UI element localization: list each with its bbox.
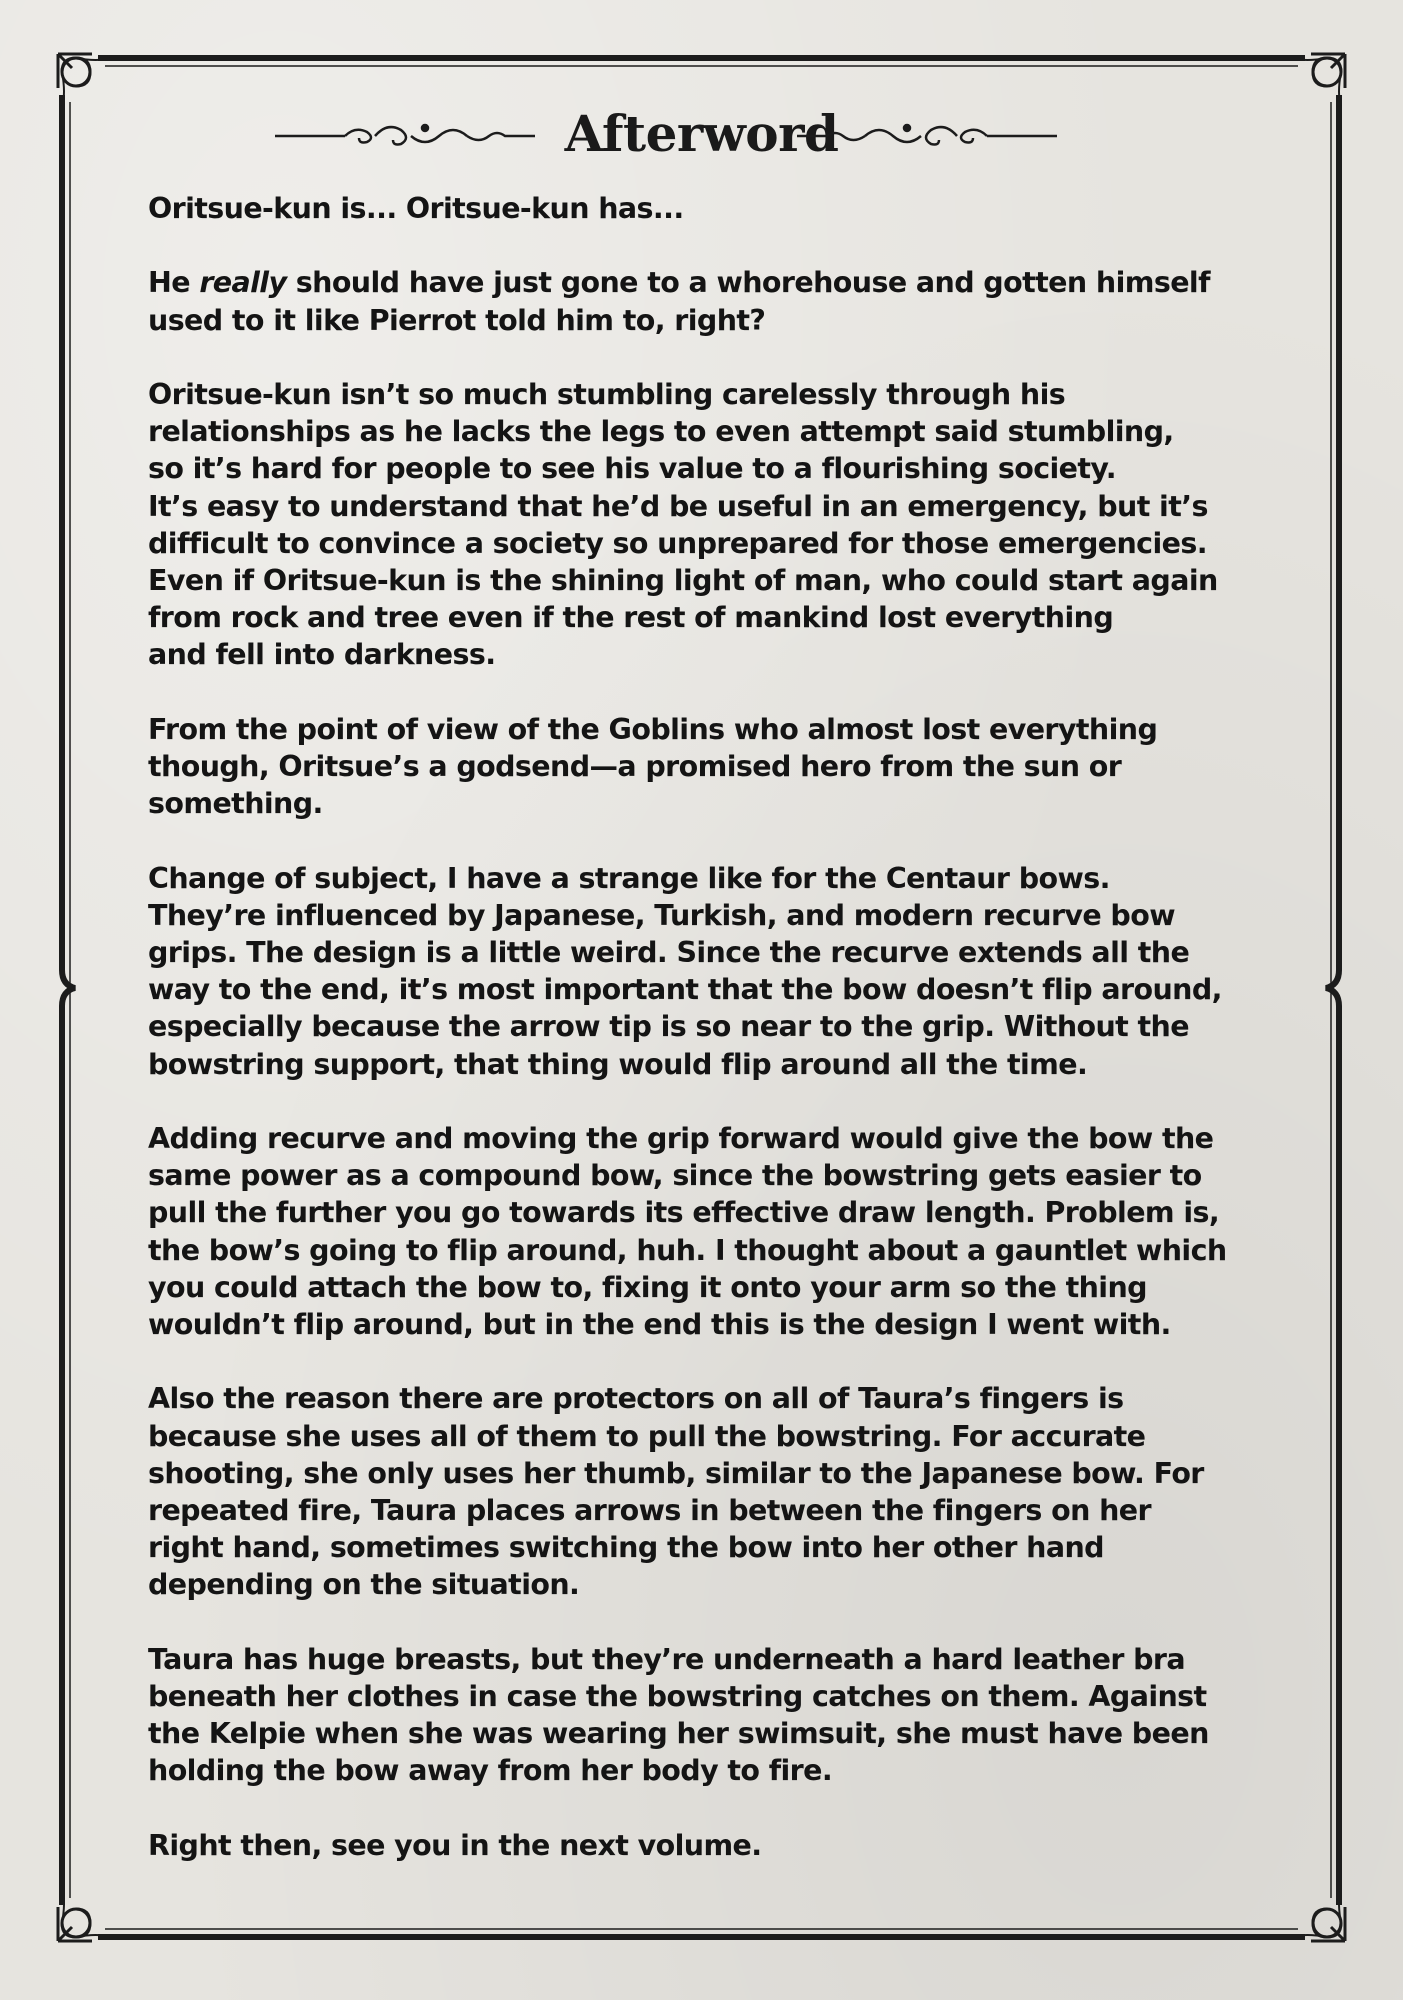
text-line: Oritsue-kun isn’t so much stumbling carelessly through his <box>148 377 1066 411</box>
text-line: pull the further you go towards its effective draw length. Problem is, <box>148 1196 1220 1230</box>
text-line: Oritsue-kun is... Oritsue-kun has... <box>148 192 684 225</box>
text-line: bowstring support, that thing would flip around all the time. <box>148 1047 1088 1081</box>
text-line: same power as a compound bow, since the bowstring gets easier to <box>148 1159 1202 1193</box>
text-line: used to it like Pierrot told him to, right? <box>148 303 766 337</box>
text-line: Change of subject, I have a strange like for the Centaur bows. <box>148 861 1110 895</box>
celtic-knot-corner-icon <box>52 1883 116 1947</box>
text-line: repeated fire, Taura places arrows in between the fingers on her <box>148 1494 1151 1528</box>
text-line: the Kelpie when she was wearing her swimsuit, she must have been <box>148 1717 1209 1751</box>
text-line: Right then, see you in the next volume. <box>148 1828 762 1862</box>
paragraph <box>148 1827 1258 1864</box>
text-line: From the point of view of the Goblins who almost lost everything <box>148 712 1158 746</box>
text-line: They’re influenced by Japanese, Turkish, and modern recurve bow <box>148 898 1175 932</box>
title-area <box>0 104 1403 164</box>
text-line: and fell into darkness. <box>148 638 496 672</box>
text-line: It’s easy to understand that he’d be useful in an emergency, but it’s <box>148 489 1208 523</box>
text-line: the bow’s going to flip around, huh. I thought about a gauntlet which <box>148 1233 1227 1267</box>
paragraph <box>148 264 1258 338</box>
text-line: though, Oritsue’s a godsend—a promised hero from the sun or <box>148 750 1122 783</box>
paragraph <box>148 190 1258 227</box>
scroll-flourish-icon <box>797 118 1057 152</box>
text-line: He really should have just gone to a whorehouse and gotten himself <box>148 266 1210 300</box>
text-line: so it’s hard for people to see his value to a flourishing society. <box>148 452 1117 486</box>
paragraph <box>148 376 1258 674</box>
celtic-knot-corner-icon <box>1287 48 1351 112</box>
text-line: wouldn’t flip around, but in the end this is the design I went with. <box>148 1308 1171 1342</box>
celtic-knot-corner-icon <box>52 48 116 112</box>
text-line: right hand, sometimes switching the bow into her other hand <box>148 1531 1104 1565</box>
paragraph <box>148 860 1258 1083</box>
text-line: depending on the situation. <box>148 1568 580 1602</box>
text-line: something. <box>148 787 323 821</box>
afterword-body <box>148 190 1258 1864</box>
text-line: Also the reason there are protectors on all of Taura’s fingers is <box>148 1382 1124 1416</box>
paragraph <box>148 1120 1258 1343</box>
text-line: from rock and tree even if the rest of mankind lost everything <box>148 601 1114 635</box>
text-line: way to the end, it’s most important that the bow doesn’t flip around, <box>148 973 1222 1007</box>
celtic-knot-corner-icon <box>1287 1883 1351 1947</box>
text-line: especially because the arrow tip is so near to the grip. Without the <box>148 1010 1189 1044</box>
text-line: Adding recurve and moving the grip forward would give the bow the <box>148 1122 1214 1155</box>
text-line: holding the bow away from her body to fire. <box>148 1754 833 1788</box>
paragraph <box>148 1641 1258 1790</box>
text-line: beneath her clothes in case the bowstring catches on them. Against <box>148 1680 1207 1714</box>
text-line: because she uses all of them to pull the bowstring. For accurate <box>148 1419 1146 1453</box>
paragraph <box>148 711 1258 823</box>
text-line: relationships as he lacks the legs to even attempt said stumbling, <box>148 415 1174 449</box>
text-line: difficult to convince a society so unprepared for those emergencies. <box>148 526 1207 560</box>
text-line: shooting, she only uses her thumb, similar to the Japanese bow. For <box>148 1456 1204 1490</box>
page-title: Afterword <box>564 104 839 163</box>
text-line: Taura has huge breasts, but they’re underneath a hard leather bra <box>148 1642 1185 1676</box>
text-line: you could attach the bow to, fixing it onto your arm so the thing <box>148 1270 1147 1304</box>
text-line: grips. The design is a little weird. Since the recurve extends all the <box>148 936 1190 969</box>
text-line: Even if Oritsue-kun is the shining light of man, who could start again <box>148 564 1218 597</box>
paragraph <box>148 1380 1258 1603</box>
emphasis-text: really <box>199 266 287 300</box>
